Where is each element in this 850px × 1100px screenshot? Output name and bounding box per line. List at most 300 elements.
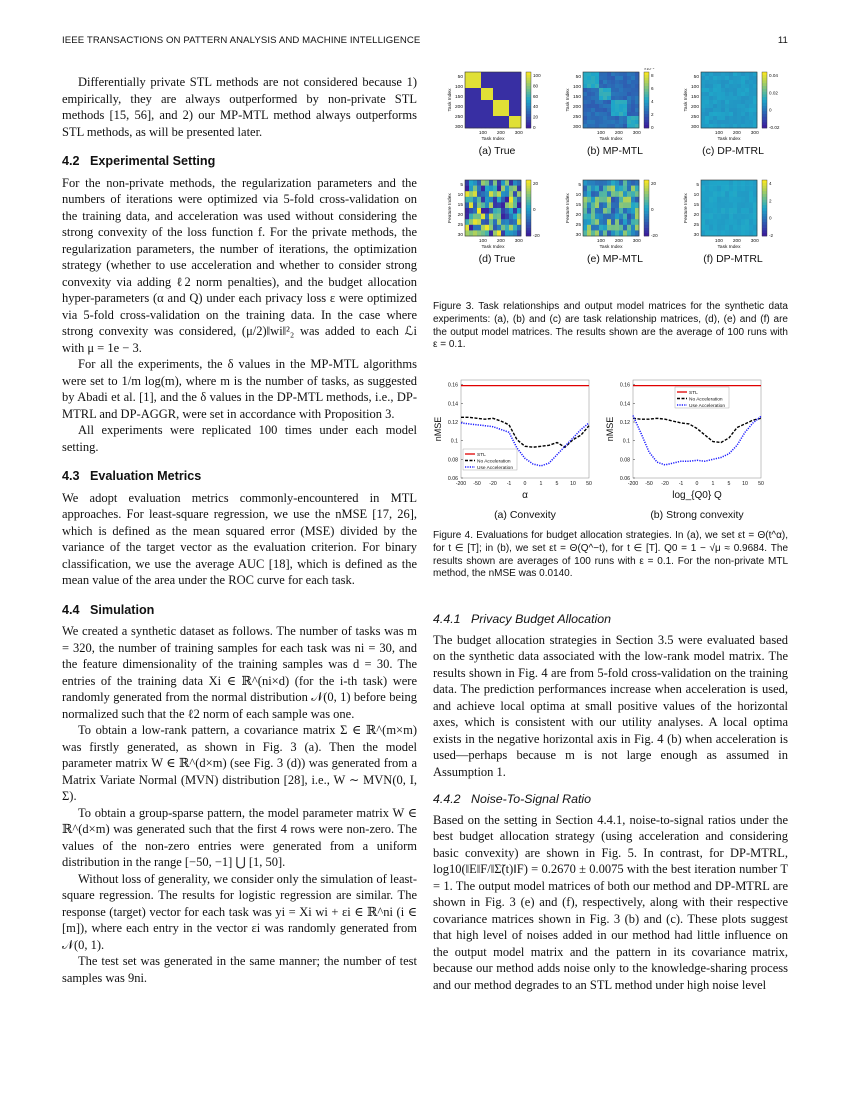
heatmap-cell: [591, 76, 595, 80]
heatmap-cell: [485, 96, 489, 100]
y-tick-label: 25: [693, 223, 699, 228]
heatmap-cell: [729, 92, 733, 96]
heatmap-cell: [587, 186, 591, 192]
heatmap-cell: [737, 120, 741, 124]
heatmap-cell: [733, 116, 737, 120]
heatmap-cell: [737, 230, 741, 236]
heatmap-cell: [587, 84, 591, 88]
heatmap-cell: [733, 214, 737, 220]
heatmap-cell: [619, 108, 623, 112]
heatmap-cell: [635, 120, 639, 124]
heatmap-cell: [749, 124, 753, 128]
heatmap-cell: [481, 120, 485, 124]
colorbar-tick-label: 8: [651, 73, 654, 78]
colorbar-tick-label: 0: [769, 215, 772, 221]
heatmap-cell: [737, 104, 741, 108]
heatmap-cell: [517, 112, 521, 116]
heatmap-cell: [485, 120, 489, 124]
heatmap-cell: [517, 124, 521, 128]
heatmap-cell: [469, 116, 473, 120]
heatmap-cell: [631, 92, 635, 96]
heatmap-cell: [603, 84, 607, 88]
heatmap-cell: [745, 104, 749, 108]
colorbar-segment: [762, 117, 767, 120]
heatmap-cell: [705, 108, 709, 112]
heatmap-panel-6: [683, 180, 774, 265]
heatmap-cell: [513, 124, 517, 128]
colorbar-tick-label: 6: [651, 86, 654, 91]
colorbar-segment: [762, 205, 767, 208]
y-tick-label: 20: [693, 213, 699, 218]
heatmap-cell: [505, 186, 509, 192]
heatmap-cell: [741, 108, 745, 112]
colorbar-segment: [644, 180, 649, 183]
heatmap-cell: [485, 108, 489, 112]
heatmap-cell: [497, 112, 501, 116]
heatmap-cell: [485, 92, 489, 96]
heatmap-cell: [717, 112, 721, 116]
heatmap-cell: [623, 100, 627, 104]
colorbar-tick-label: 80: [533, 83, 539, 89]
heatmap-cell: [481, 112, 485, 116]
heatmap-cell: [717, 120, 721, 124]
heatmap-cell: [737, 80, 741, 84]
heatmap-cell: [469, 108, 473, 112]
heatmap-cell: [505, 96, 509, 100]
heatmap-cell: [631, 230, 635, 236]
heatmap-cell: [737, 225, 741, 231]
heatmap-cell: [607, 76, 611, 80]
heatmap-cell: [587, 100, 591, 104]
legend-label: Use Acceleration: [477, 465, 513, 471]
heatmap-cell: [583, 108, 587, 112]
y-tick-label: 0.1: [622, 438, 630, 445]
heatmap-cell: [603, 124, 607, 128]
heatmap-cell: [709, 84, 713, 88]
heatmap-cell: [623, 112, 627, 116]
colorbar-segment: [762, 186, 767, 189]
y-tick-label: 0.1: [450, 438, 458, 445]
heatmap-cell: [713, 208, 717, 214]
heatmap-cell: [741, 230, 745, 236]
heatmap-cell: [611, 72, 615, 76]
heatmap-cell: [485, 208, 489, 214]
heatmap-cell: [517, 180, 521, 186]
paragraph: All experiments were replicated 100 times under each model setting.: [62, 423, 417, 454]
y-tick-label: 30: [693, 233, 699, 238]
heatmap-cell: [713, 191, 717, 197]
heatmap-cell: [497, 191, 501, 197]
heatmap-cell: [701, 120, 705, 124]
heatmap-cell: [465, 214, 469, 220]
heatmap-cell: [729, 219, 733, 225]
heatmap-cell: [623, 108, 627, 112]
heatmap-cell: [481, 104, 485, 108]
heatmap-cell: [587, 116, 591, 120]
heatmap-cell: [745, 116, 749, 120]
heatmap-cell: [501, 225, 505, 231]
heatmap-cell: [627, 202, 631, 208]
heatmap-cell: [635, 208, 639, 214]
heatmap-cell: [627, 104, 631, 108]
heatmap-cell: [473, 108, 477, 112]
heatmap-cell: [745, 214, 749, 220]
heatmap-cell: [753, 197, 757, 203]
heatmap-cell: [509, 80, 513, 84]
y-tick-label: 10: [575, 193, 581, 198]
heatmap-cell: [595, 208, 599, 214]
heatmap-cell: [607, 186, 611, 192]
heatmap-cell: [733, 186, 737, 192]
heatmap-cell: [517, 116, 521, 120]
heatmap-cell: [599, 202, 603, 208]
heatmap-cell: [709, 116, 713, 120]
heatmap-cell: [469, 76, 473, 80]
series-line-no-acceleration: [461, 417, 589, 447]
heatmap-cell: [595, 100, 599, 104]
heatmap-cell: [701, 88, 705, 92]
heatmap-cell: [705, 84, 709, 88]
heatmap-cell: [505, 197, 509, 203]
heatmap-cell: [611, 96, 615, 100]
heatmap-cell: [517, 219, 521, 225]
heatmap-cell: [631, 84, 635, 88]
heatmap-cell: [469, 208, 473, 214]
heatmap-cell: [583, 116, 587, 120]
heatmap-cell: [635, 230, 639, 236]
heatmap-cell: [587, 120, 591, 124]
heatmap-cell: [509, 180, 513, 186]
y-tick-label: 20: [457, 213, 463, 218]
heatmap-cell: [497, 120, 501, 124]
heatmap-cell: [477, 84, 481, 88]
heatmap-cell: [607, 96, 611, 100]
heatmap-cell: [501, 116, 505, 120]
heatmap-cell: [607, 230, 611, 236]
heatmap-cell: [717, 180, 721, 186]
heatmap-cell: [595, 96, 599, 100]
legend-label: STL: [689, 390, 698, 396]
heatmap-cell: [505, 76, 509, 80]
heatmap-cell: [509, 88, 513, 92]
heatmap-cell: [753, 104, 757, 108]
heatmap-cell: [701, 191, 705, 197]
heatmap-cell: [725, 202, 729, 208]
heatmap-cell: [745, 84, 749, 88]
heatmap-cell: [481, 202, 485, 208]
heatmap-cell: [749, 72, 753, 76]
heatmap-cell: [623, 214, 627, 220]
heatmap-cell: [709, 112, 713, 116]
heatmap-cell: [481, 96, 485, 100]
heatmap-cell: [709, 80, 713, 84]
x-tick-label: 0: [523, 481, 527, 487]
paragraph: For all the experiments, the δ values in the MP-MTL algorithms were set to 1/m log(m), where m is the number of tasks, as suggested by Abadi et al. [1], and the δ values in the DP-MTL methods, i.e., DP-MTRL and DP-AGGR, were set in accordance with Proposition 3.: [62, 357, 417, 421]
heatmap-cell: [469, 202, 473, 208]
subfigure-label: (b) Strong convexity: [650, 509, 744, 521]
colorbar-segment: [644, 214, 649, 217]
colorbar-tick-label: 20: [533, 114, 539, 120]
heatmap-cell: [517, 208, 521, 214]
heatmap-cell: [497, 80, 501, 84]
y-tick-label: 0.08: [447, 457, 458, 464]
heatmap-cell: [619, 225, 623, 231]
heatmap-cell: [587, 92, 591, 96]
heatmap-cell: [583, 84, 587, 88]
heatmap-cell: [611, 186, 615, 192]
heatmap-cell: [477, 116, 481, 120]
heatmap-cell: [477, 186, 481, 192]
heatmap-cell: [611, 180, 615, 186]
heatmap-cell: [607, 72, 611, 76]
colorbar-segment: [526, 111, 531, 114]
heatmap-cell: [493, 120, 497, 124]
heatmap-cell: [709, 92, 713, 96]
colorbar-segment: [762, 97, 767, 100]
heatmap-cell: [701, 214, 705, 220]
heatmap-cell: [701, 197, 705, 203]
heatmap-cell: [619, 96, 623, 100]
heatmap-cell: [753, 180, 757, 186]
heatmap-cell: [509, 108, 513, 112]
heatmap-cell: [615, 120, 619, 124]
heatmap-cell: [737, 191, 741, 197]
heatmap-cell: [623, 202, 627, 208]
y-tick-label: 200: [690, 105, 699, 110]
heatmap-cell: [599, 180, 603, 186]
heatmap-cell: [635, 225, 639, 231]
heatmap-cell: [709, 230, 713, 236]
heatmap-cell: [489, 92, 493, 96]
heatmap-cell: [599, 230, 603, 236]
heatmap-cell: [733, 92, 737, 96]
heatmap-cell: [599, 76, 603, 80]
heatmap-cell: [607, 84, 611, 88]
heatmap-cell: [493, 191, 497, 197]
heatmap-cell: [505, 191, 509, 197]
subfigure-label: (a) True: [478, 145, 516, 157]
heatmap-cell: [631, 80, 635, 84]
heatmap-cell: [705, 202, 709, 208]
heatmap-cell: [745, 202, 749, 208]
heatmap-cell: [729, 225, 733, 231]
paragraph: We created a synthetic dataset as follows. The number of tasks was m = 320, the number of training samples for each task was ni = 30, and the feature dimensionality of the training samples was d = 30. The entries of the training data Xi ∈ ℝ^(ni×d) (for the i-th task) were randomly generated from the normal distribution 𝒩(0, 1) before being normalized such that the ℓ2 norm of each sample was one.: [62, 624, 417, 721]
heatmap-cell: [493, 230, 497, 236]
heatmap-cell: [481, 214, 485, 220]
heatmap-cell: [513, 219, 517, 225]
heatmap-cell: [465, 186, 469, 192]
heatmap-cell: [749, 80, 753, 84]
subfigure-label: (a) Convexity: [494, 509, 556, 521]
heatmap-cell: [721, 80, 725, 84]
heatmap-cell: [741, 120, 745, 124]
colorbar-segment: [762, 197, 767, 200]
heatmap-cell: [745, 219, 749, 225]
heatmap-cell: [701, 202, 705, 208]
heatmap-cell: [477, 92, 481, 96]
heatmap-cell: [595, 80, 599, 84]
heatmap-cell: [473, 191, 477, 197]
heatmap-cell: [485, 230, 489, 236]
heatmap-cell: [587, 208, 591, 214]
heatmap-cell: [705, 191, 709, 197]
x-tick-label: 1: [711, 481, 715, 487]
heatmap-cell: [717, 225, 721, 231]
heatmap-panel-4: [447, 180, 540, 265]
heatmap-cell: [517, 72, 521, 76]
heatmap-cell: [631, 219, 635, 225]
heatmap-cell: [469, 120, 473, 124]
heatmap-cell: [513, 116, 517, 120]
heatmap-cell: [501, 100, 505, 104]
x-tick-label: -20: [661, 481, 669, 487]
heatmap-cell: [623, 225, 627, 231]
heatmap-cell: [489, 124, 493, 128]
line-chart-2: [605, 380, 764, 521]
colorbar-segment: [526, 78, 531, 81]
heatmap-cell: [741, 76, 745, 80]
heatmap-cell: [615, 96, 619, 100]
heatmap-cell: [595, 76, 599, 80]
heatmap-cell: [465, 96, 469, 100]
heatmap-cell: [477, 112, 481, 116]
heatmap-cell: [721, 208, 725, 214]
heatmap-cell: [501, 208, 505, 214]
heatmap-cell: [587, 108, 591, 112]
heatmap-cell: [631, 76, 635, 80]
heatmap-cell: [741, 191, 745, 197]
y-tick-label: 5: [578, 183, 581, 188]
colorbar-segment: [644, 83, 649, 86]
colorbar-segment: [762, 108, 767, 111]
heatmap-cell: [733, 80, 737, 84]
x-tick-label: -1: [506, 481, 512, 487]
colorbar-segment: [644, 205, 649, 208]
heatmap-cell: [607, 100, 611, 104]
colorbar-segment: [526, 180, 531, 183]
heatmap-cell: [591, 120, 595, 124]
y-tick-label: 30: [575, 233, 581, 238]
heatmap-cell: [477, 104, 481, 108]
heatmap-cell: [473, 202, 477, 208]
heatmap-cell: [729, 124, 733, 128]
colorbar-segment: [526, 108, 531, 111]
heatmap-cell: [749, 197, 753, 203]
heatmap-cell: [623, 80, 627, 84]
heatmap-cell: [473, 186, 477, 192]
heatmap-cell: [599, 96, 603, 100]
colorbar-segment: [526, 120, 531, 123]
heatmap-cell: [587, 72, 591, 76]
heatmap-cell: [465, 230, 469, 236]
heatmap-cell: [599, 225, 603, 231]
heatmap-cell: [509, 92, 513, 96]
heatmap-cell: [469, 180, 473, 186]
colorbar-segment: [762, 219, 767, 222]
y-axis-label: Task Index: [566, 88, 571, 112]
heatmap-cell: [631, 112, 635, 116]
colorbar-segment: [644, 100, 649, 103]
heatmap-cell: [729, 186, 733, 192]
heatmap-cell: [753, 191, 757, 197]
heatmap-cell: [737, 186, 741, 192]
heatmap-cell: [587, 80, 591, 84]
heatmap-cell: [635, 124, 639, 128]
heatmap-cell: [591, 84, 595, 88]
heatmap-cell: [753, 76, 757, 80]
heatmap-cell: [591, 80, 595, 84]
heatmap-cell: [611, 202, 615, 208]
x-tick-label: -1: [678, 481, 684, 487]
heatmap-cell: [741, 186, 745, 192]
heatmap-cell: [497, 208, 501, 214]
heatmap-cell: [465, 92, 469, 96]
heatmap-cell: [709, 120, 713, 124]
heatmap-cell: [741, 96, 745, 100]
heatmap-cell: [737, 88, 741, 92]
y-tick-label: 300: [690, 125, 699, 130]
heatmap-cell: [603, 92, 607, 96]
heatmap-cell: [587, 197, 591, 203]
legend-label: No Acceleration: [477, 459, 511, 465]
colorbar-segment: [762, 183, 767, 186]
heatmap-cell: [631, 197, 635, 203]
heatmap-cell: [473, 120, 477, 124]
heatmap-cell: [619, 112, 623, 116]
heatmap-cell: [595, 230, 599, 236]
heatmap-cell: [513, 72, 517, 76]
colorbar-segment: [762, 100, 767, 103]
heatmap-cell: [493, 124, 497, 128]
heatmap-cell: [595, 191, 599, 197]
heatmap-cell: [505, 108, 509, 112]
colorbar-segment: [526, 89, 531, 92]
legend-label: STL: [477, 452, 486, 458]
heatmap-cell: [473, 230, 477, 236]
heatmap-cell: [717, 84, 721, 88]
colorbar-segment: [762, 194, 767, 197]
heatmap-cell: [705, 76, 709, 80]
heatmap-cell: [583, 124, 587, 128]
heatmap-cell: [469, 197, 473, 203]
heatmap-cell: [623, 191, 627, 197]
heatmap-cell: [599, 108, 603, 112]
heatmap-cell: [465, 72, 469, 76]
heatmap-cell: [611, 124, 615, 128]
heatmap-cell: [713, 116, 717, 120]
heatmap-cell: [749, 84, 753, 88]
heatmap-cell: [481, 116, 485, 120]
heatmap-cell: [517, 100, 521, 104]
heatmap-cell: [717, 230, 721, 236]
heatmap-cell: [509, 116, 513, 120]
heatmap-cell: [619, 120, 623, 124]
heatmap-cell: [469, 112, 473, 116]
heatmap-cell: [603, 116, 607, 120]
heatmap-cell: [607, 124, 611, 128]
heatmap-cell: [725, 112, 729, 116]
heatmap-cell: [745, 230, 749, 236]
heatmap-cell: [583, 92, 587, 96]
heatmap-cell: [505, 180, 509, 186]
y-tick-label: 250: [454, 115, 463, 120]
heatmap-cell: [741, 116, 745, 120]
heatmap-cell: [623, 120, 627, 124]
colorbar-segment: [762, 180, 767, 183]
colorbar-segment: [644, 188, 649, 191]
heatmap-cell: [705, 100, 709, 104]
heatmap-cell: [497, 108, 501, 112]
